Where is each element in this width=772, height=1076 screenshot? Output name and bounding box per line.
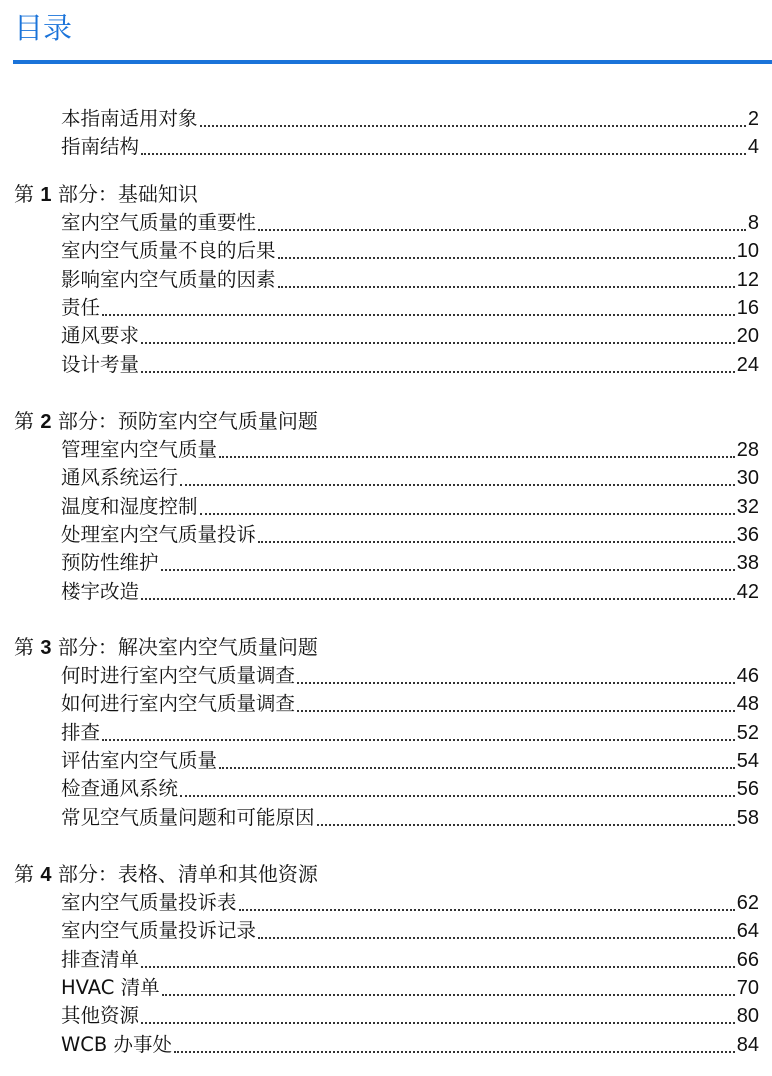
toc-entry[interactable] <box>61 132 759 160</box>
toc-entry-page-number: 46 <box>736 665 759 687</box>
dot-leader <box>297 709 735 712</box>
dot-leader <box>141 152 746 155</box>
dot-leader <box>141 370 735 373</box>
toc-entry[interactable] <box>61 577 759 605</box>
dot-leader <box>141 341 735 344</box>
toc-entry[interactable] <box>61 746 759 774</box>
toc-entry-label: 温度和湿度控制 <box>61 494 198 518</box>
toc-entry-label: 指南结构 <box>61 135 140 159</box>
dot-leader <box>162 993 735 996</box>
toc-entry-page-number: 58 <box>736 806 759 829</box>
toc-entry-page-number: 20 <box>736 325 759 348</box>
toc-entry-label: 其他资源 <box>61 1004 140 1028</box>
toc-entry-label: 通风要求 <box>61 324 140 348</box>
toc-entry[interactable] <box>61 520 759 548</box>
part-heading-prefix: 第 <box>14 182 41 206</box>
toc-entry[interactable] <box>61 1030 759 1058</box>
toc-entry[interactable] <box>61 321 759 349</box>
toc-entry-label: 预防性维护 <box>61 551 159 575</box>
toc-entry[interactable] <box>61 1001 759 1029</box>
toc-entry-label: 影响室内空气质量的因素 <box>61 267 276 291</box>
toc-entry[interactable] <box>61 350 759 378</box>
title-rule <box>13 60 772 64</box>
part-heading-prefix: 第 <box>14 409 41 433</box>
part-heading-title: 部分：预防室内空气质量问题 <box>51 409 318 433</box>
toc-entry[interactable] <box>61 463 759 491</box>
toc-entry-page-number: 62 <box>736 892 759 914</box>
toc-entry-page-number: 54 <box>736 749 759 772</box>
toc-entry[interactable] <box>61 803 759 831</box>
part-heading <box>14 634 318 661</box>
toc-entry[interactable] <box>61 236 759 264</box>
dot-leader <box>141 965 735 968</box>
toc-entry[interactable] <box>61 774 759 802</box>
toc-entry-page-number: 70 <box>736 976 759 999</box>
toc-entry-label: 责任 <box>61 295 101 319</box>
dot-leader <box>297 681 735 684</box>
toc-entry-label: 如何进行室内空气质量调查 <box>61 692 296 716</box>
toc-entry-label: WCB 办事处 <box>61 1032 172 1056</box>
toc-entry-label: 检查通风系统 <box>61 777 179 801</box>
dot-leader <box>219 766 735 769</box>
toc-entry-page-number: 84 <box>736 1033 759 1056</box>
dot-leader <box>102 738 735 741</box>
toc-entry-label: 排查清单 <box>61 947 140 971</box>
toc-entry-page-number: 38 <box>736 552 759 575</box>
toc-entry-page-number: 8 <box>747 212 759 234</box>
toc-entry-label: 排查 <box>61 720 101 744</box>
part-heading-title: 部分：基础知识 <box>51 182 198 206</box>
toc-entry-label: 评估室内空气质量 <box>61 748 218 772</box>
part-heading <box>14 181 198 208</box>
dot-leader <box>278 285 735 288</box>
dot-leader <box>161 568 735 571</box>
toc-entry-page-number: 24 <box>736 353 759 376</box>
toc-entry-page-number: 10 <box>736 240 759 263</box>
toc-entry[interactable] <box>61 973 759 1001</box>
toc-entry-page-number: 30 <box>736 467 759 490</box>
toc-entry-label: HVAC 清单 <box>61 975 160 999</box>
toc-entry-label: 室内空气质量不良的后果 <box>61 239 276 263</box>
part-heading-prefix: 第 <box>14 862 41 886</box>
dot-leader <box>102 313 735 316</box>
toc-entry-page-number: 56 <box>736 778 759 801</box>
part-heading-title: 部分：解决室内空气质量问题 <box>51 635 318 659</box>
toc-entry[interactable] <box>61 888 759 916</box>
dot-leader <box>219 455 735 458</box>
toc-entry[interactable] <box>61 265 759 293</box>
toc-entry-label: 何时进行室内空气质量调查 <box>61 664 296 687</box>
dot-leader <box>200 512 735 515</box>
toc-entry[interactable] <box>61 661 759 689</box>
toc-entry[interactable] <box>61 945 759 973</box>
part-heading <box>14 408 318 435</box>
toc-entry-label: 常见空气质量问题和可能原因 <box>61 805 315 829</box>
toc-entry-label: 本指南适用对象 <box>61 107 198 130</box>
part-number: 2 <box>40 411 52 433</box>
toc-entry-label: 管理室内空气质量 <box>61 438 218 461</box>
toc-entry-label: 室内空气质量投诉表 <box>61 891 237 914</box>
toc-entry-page-number: 42 <box>736 580 759 603</box>
toc-entry[interactable] <box>61 548 759 576</box>
toc-entry[interactable] <box>61 718 759 746</box>
toc-entry[interactable] <box>61 916 759 944</box>
toc-entry-label: 室内空气质量投诉记录 <box>61 919 257 943</box>
dot-leader <box>258 540 735 543</box>
dot-leader <box>317 823 735 826</box>
dot-leader <box>258 936 735 939</box>
part-number: 1 <box>40 184 52 206</box>
toc-entry[interactable] <box>61 104 759 132</box>
toc-entry-page-number: 64 <box>736 920 759 943</box>
toc-entry[interactable] <box>61 689 759 717</box>
toc-entry-page-number: 12 <box>736 268 759 291</box>
page-title: 目录 <box>14 11 73 45</box>
toc-entry-page-number: 48 <box>736 693 759 716</box>
toc-entry-label: 通风系统运行 <box>61 466 179 490</box>
toc-entry-page-number: 36 <box>736 523 759 546</box>
toc-entry-page-number: 66 <box>736 948 759 971</box>
toc-entry-page-number: 4 <box>747 136 759 159</box>
part-number: 3 <box>40 637 52 659</box>
toc-entry[interactable] <box>61 293 759 321</box>
toc-entry-label: 楼宇改造 <box>61 579 140 603</box>
toc-entry-label: 处理室内空气质量投诉 <box>61 522 257 546</box>
part-heading <box>14 861 318 888</box>
dot-leader <box>174 1050 735 1053</box>
dot-leader <box>258 228 746 231</box>
toc-entry[interactable] <box>61 208 759 236</box>
part-number: 4 <box>40 864 52 886</box>
toc-entry-page-number: 52 <box>736 721 759 744</box>
dot-leader <box>180 794 735 797</box>
toc-entry-page-number: 32 <box>736 495 759 518</box>
toc-entry-page-number: 28 <box>736 439 759 461</box>
toc-entry-page-number: 2 <box>747 108 759 130</box>
dot-leader <box>239 908 735 911</box>
dot-leader <box>200 124 746 127</box>
part-heading-title: 部分：表格、清单和其他资源 <box>51 862 318 886</box>
toc-entry[interactable] <box>61 492 759 520</box>
toc-entry-label: 设计考量 <box>61 352 140 376</box>
toc-entry[interactable] <box>61 435 759 463</box>
toc-entry-label: 室内空气质量的重要性 <box>61 211 257 234</box>
dot-leader <box>180 483 735 486</box>
toc-entry-page-number: 16 <box>736 296 759 319</box>
toc-entry-page-number: 80 <box>736 1005 759 1028</box>
dot-leader <box>141 1021 735 1024</box>
dot-leader <box>278 256 735 259</box>
dot-leader <box>141 597 735 600</box>
part-heading-prefix: 第 <box>14 635 41 659</box>
